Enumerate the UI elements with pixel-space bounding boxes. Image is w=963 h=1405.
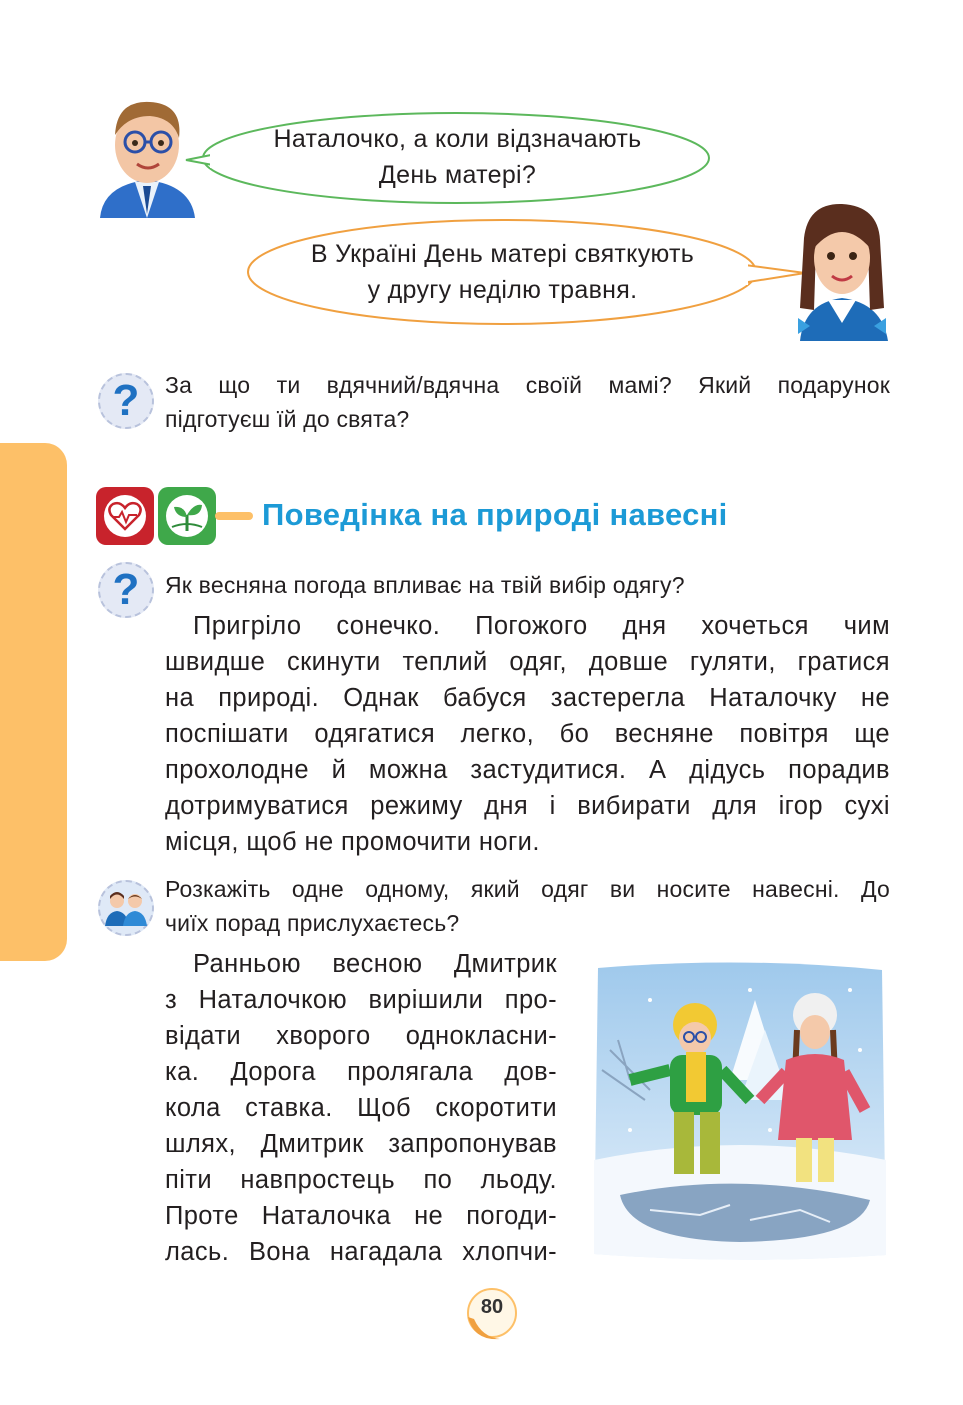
pair-task-line-1: Розкажіть одне одному, який одяг ви носите навесні. До [165, 876, 890, 902]
paragraph-1-line: швидше скинути теплий одяг, довше гуляти, гратися [165, 648, 890, 676]
sprout-nature-icon [158, 487, 216, 545]
paragraph-1-line: на природі. Однак бабуся застерегла Наталочку не [165, 684, 890, 712]
question-icon: ? [98, 373, 154, 429]
paragraph-1-line: дотримуватися режиму дня і вибирати для ігор сухі [165, 792, 890, 820]
winter-illustration [590, 960, 890, 1265]
paragraph-2-line: Проте Наталочка не погоди- [165, 1202, 557, 1230]
paragraph-2-line: ка. Дорога пролягала дов- [165, 1058, 557, 1086]
question-2: Як весняна погода впливає на твій вибір одягу? [165, 572, 685, 598]
paragraph-1-line: Пригріло сонечко. Погожого дня хочеться чим [193, 612, 890, 640]
girl-character [790, 198, 895, 343]
paragraph-1-line: прохолодне й можна застудитися. А дідусь порадив [165, 756, 890, 784]
boy-bubble-line-1: Наталочко, а коли відзначають [273, 125, 642, 153]
question-1 [165, 368, 890, 436]
pair-task-line-2: чиїх порад прислухаєтесь? [165, 910, 460, 936]
paragraph-2-line: відати хворого однокласни- [165, 1022, 557, 1050]
question-icon: ? [98, 562, 154, 618]
paragraph-2-line: шлях, Дмитрик запропонував [165, 1130, 557, 1158]
pair-talk-icon [98, 880, 154, 936]
section-title: Поведінка на природі навесні [262, 497, 728, 532]
side-tab [0, 443, 67, 961]
girl-bubble-line-2: у другу неділю травня. [367, 276, 638, 304]
paragraph-1 [165, 608, 890, 860]
paragraph-1-line: поспішати одягатися легко, бо весняне повітря ще [165, 720, 890, 748]
paragraph-2-line: Ранньою весною Дмитрик [193, 950, 557, 978]
heading-connector [215, 512, 253, 520]
boy-bubble-line-2: День матері? [378, 161, 537, 189]
question-1-line-2: підготуєш їй до свята? [165, 406, 410, 432]
paragraph-2 [165, 946, 557, 1270]
boy-speech-bubble [215, 112, 700, 202]
page-number: 80 [480, 1296, 504, 1318]
paragraph-1-line: місця, щоб не промочити ноги. [165, 828, 540, 856]
heart-health-icon [96, 487, 154, 545]
pair-task [165, 872, 890, 940]
paragraph-2-line: лась. Вона нагадала хлопчи- [165, 1238, 557, 1266]
question-1-line-1: За що ти вдячний/вдячна своїй мамі? Який подарунок [165, 372, 890, 398]
paragraph-2-line: піти навпростець по льоду. [165, 1166, 557, 1194]
paragraph-2-line: з Наталочкою вирішили про- [165, 986, 557, 1014]
paragraph-2-line: кола ставка. Щоб скоротити [165, 1094, 557, 1122]
girl-speech-bubble [255, 222, 750, 322]
girl-bubble-line-1: В Україні День матері святкують [310, 240, 695, 268]
